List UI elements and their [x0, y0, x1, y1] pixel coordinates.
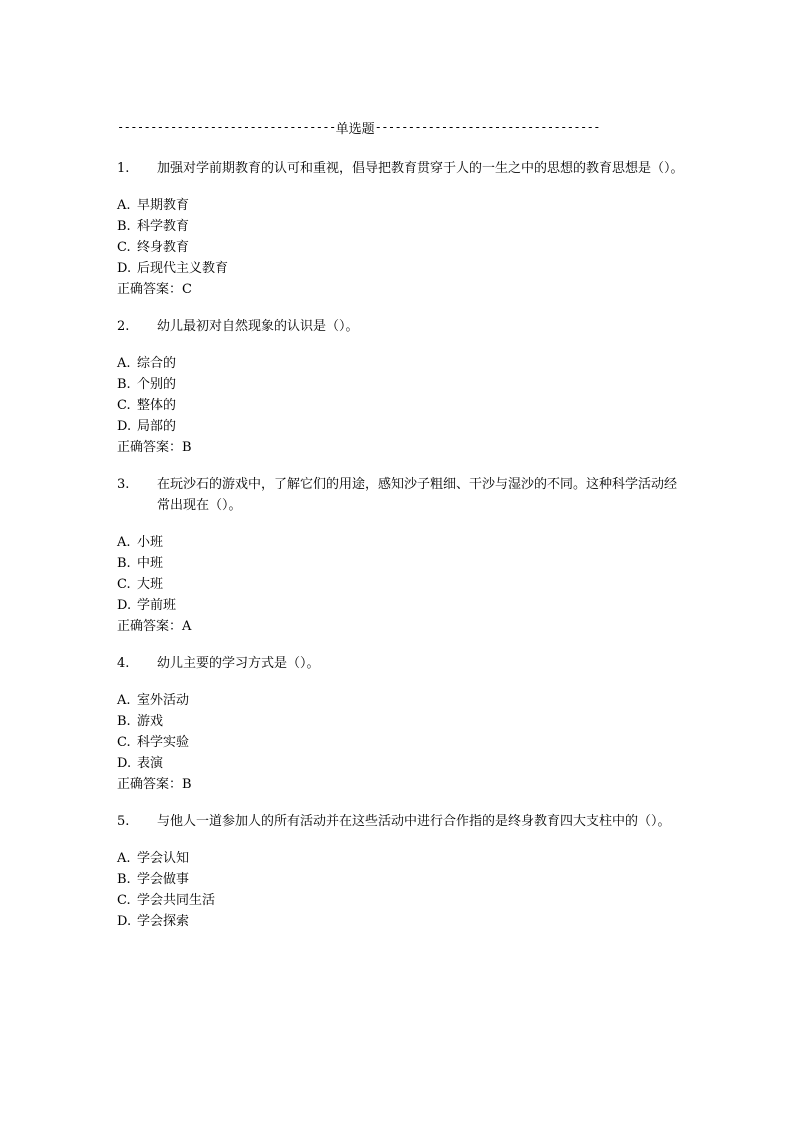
question-stem [117, 158, 687, 179]
question-text: 在玩沙石的游戏中，了解它们的用途，感知沙子粗细、干沙与湿沙的不同。这种科学活动经常出现在（）。 [157, 477, 678, 513]
option-letter: C. [117, 398, 131, 413]
correct-answer: 正确答案：A [117, 619, 192, 634]
correct-answer: 正确答案：C [117, 282, 192, 297]
option-letter: A. [117, 851, 131, 866]
question-3 [117, 474, 687, 637]
option-a [117, 532, 687, 553]
option-letter: C. [117, 240, 131, 255]
option-text: 终身教育 [137, 240, 190, 255]
option-text: 科学教育 [137, 219, 190, 234]
question-number: 3. [117, 477, 130, 492]
option-b [117, 553, 687, 574]
option-letter: B. [117, 377, 131, 392]
option-d [117, 416, 687, 437]
question-text: 幼儿主要的学习方式是（）。 [157, 656, 320, 671]
option-text: 局部的 [137, 419, 177, 434]
option-list [117, 353, 687, 437]
question-text: 幼儿最初对自然现象的认识是（）。 [157, 319, 359, 334]
option-b [117, 374, 687, 395]
option-letter: A. [117, 535, 131, 550]
question-number: 1. [117, 161, 130, 176]
option-a [117, 353, 687, 374]
option-letter: B. [117, 714, 131, 729]
option-text: 游戏 [137, 714, 164, 729]
question-text: 与他人一道参加人的所有活动并在这些活动中进行合作指的是终身教育四大支柱中的（）。 [157, 814, 671, 829]
option-c [117, 732, 687, 753]
option-list [117, 848, 687, 932]
option-c [117, 890, 687, 911]
option-text: 小班 [137, 535, 164, 550]
question-stem [117, 811, 687, 832]
option-text: 中班 [137, 556, 164, 571]
option-text: 学会认知 [137, 851, 190, 866]
option-text: 学会做事 [137, 872, 190, 887]
option-text: 学会共同生活 [137, 893, 216, 908]
option-list [117, 690, 687, 774]
option-text: 大班 [137, 577, 164, 592]
option-d [117, 595, 687, 616]
section-divider-right: ---------------------------------- [374, 120, 600, 134]
option-letter: C. [117, 577, 131, 592]
option-c [117, 395, 687, 416]
question-stem [117, 653, 687, 674]
question-2 [117, 316, 687, 458]
option-list [117, 532, 687, 616]
question-1 [117, 158, 687, 300]
question-number: 5. [117, 814, 130, 829]
option-letter: A. [117, 356, 131, 371]
option-letter: D. [117, 914, 132, 929]
option-text: 后现代主义教育 [137, 261, 229, 276]
option-letter: D. [117, 261, 132, 276]
option-letter: B. [117, 556, 131, 571]
option-text: 学会探索 [137, 914, 190, 929]
option-letter: B. [117, 219, 131, 234]
question-stem [117, 474, 687, 516]
question-text: 加强对学前期教育的认可和重视，倡导把教育贯穿于人的一生之中的思想的教育思想是（）。 [157, 161, 684, 176]
option-letter: D. [117, 598, 132, 613]
option-letter: C. [117, 735, 131, 750]
option-letter: D. [117, 419, 132, 434]
option-text: 表演 [137, 756, 164, 771]
option-a [117, 690, 687, 711]
option-text: 学前班 [137, 598, 177, 613]
option-d [117, 753, 687, 774]
question-stem [117, 316, 687, 337]
option-d [117, 258, 687, 279]
section-header [117, 112, 687, 142]
question-5 [117, 811, 687, 932]
correct-answer: 正确答案：B [117, 777, 192, 792]
option-b [117, 216, 687, 237]
option-text: 科学实验 [137, 735, 190, 750]
option-d [117, 911, 687, 932]
option-letter: A. [117, 198, 131, 213]
option-a [117, 195, 687, 216]
option-letter: B. [117, 872, 131, 887]
option-text: 早期教育 [137, 198, 190, 213]
question-number: 4. [117, 656, 130, 671]
section-title: 单选题 [335, 121, 375, 137]
section-divider-left: --------------------------------- [117, 120, 336, 134]
option-c [117, 574, 687, 595]
option-letter: A. [117, 693, 131, 708]
option-b [117, 711, 687, 732]
option-a [117, 848, 687, 869]
correct-answer: 正确答案：B [117, 440, 192, 455]
option-text: 室外活动 [137, 693, 190, 708]
option-text: 个别的 [137, 377, 177, 392]
option-b [117, 869, 687, 890]
option-letter: C. [117, 893, 131, 908]
question-number: 2. [117, 319, 130, 334]
option-text: 综合的 [137, 356, 177, 371]
option-letter: D. [117, 756, 132, 771]
option-list [117, 195, 687, 279]
question-4 [117, 653, 687, 795]
document-page [117, 112, 687, 932]
option-text: 整体的 [137, 398, 177, 413]
option-c [117, 237, 687, 258]
